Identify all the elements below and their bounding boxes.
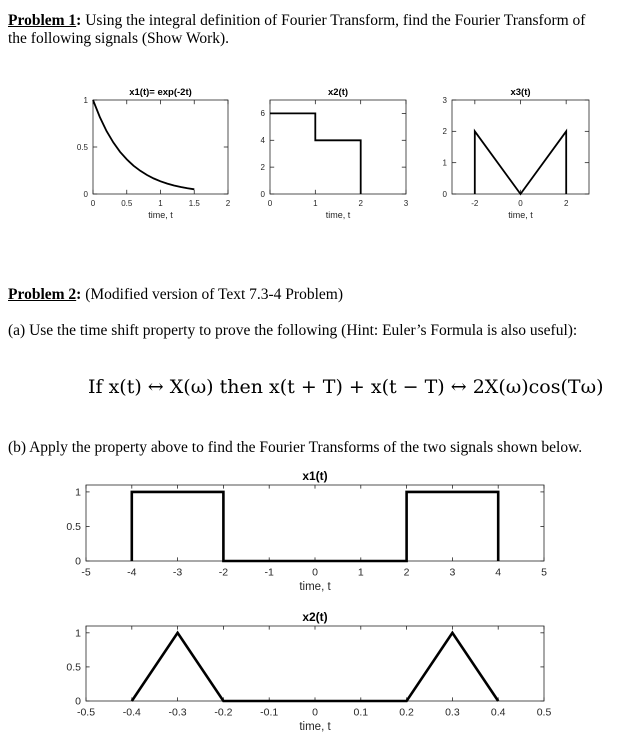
chart4-xtick-label: -3 [172, 566, 183, 579]
chart1-title: x1(t)= exp(-2t) [129, 87, 192, 98]
chart4-ytick-label: 0 [75, 555, 81, 568]
chart4-axes-box [86, 485, 544, 561]
chart5-xtick-label: 0.1 [353, 706, 369, 719]
chart5-title: x2(t) [302, 610, 328, 624]
chart3-series-x3 [475, 131, 566, 194]
chart5-xtick-label: -0.4 [122, 706, 141, 719]
chart4-xlabel: time, t [299, 581, 331, 593]
chart5-xtick-label: 0.3 [445, 706, 460, 719]
chart1-ytick-label: 1 [83, 95, 88, 105]
problem2-part-a: (a) Use the time shift property to prove the following (Hint: Euler’s Formula is also useful): [8, 322, 578, 339]
chart2-xtick-label: 2 [358, 199, 363, 208]
chart5-series-x2 [132, 633, 498, 701]
chart1-ytick-label: 0 [83, 189, 88, 199]
chart5-xtick-label: -0.3 [168, 706, 187, 719]
chart3-axes-box [452, 100, 589, 194]
chart5-xtick-label: 0.4 [490, 706, 506, 719]
chart5-xtick-label: -0.1 [260, 706, 279, 719]
chart2-xlabel: time, t [325, 210, 351, 220]
chart4-xtick-label: 0 [312, 566, 318, 579]
chart5-ytick-label: 0.5 [66, 661, 81, 674]
chart1-ytick-label: 0.5 [76, 142, 88, 152]
chart3-ytick-label: 0 [442, 189, 447, 199]
chart4-ytick-label: 0.5 [66, 521, 81, 534]
chart3-ytick-label: 1 [442, 158, 447, 168]
chart5-xtick-label: 0.2 [399, 706, 414, 719]
chart2-title: x2(t) [327, 87, 349, 98]
chart2-ytick-label: 4 [260, 136, 265, 146]
chart3-ytick-label: 3 [442, 95, 447, 105]
chart1-axes-box [93, 100, 228, 194]
chart1-xlabel: time, t [148, 210, 173, 220]
chart5-xlabel: time, t [299, 721, 331, 733]
chart3-xtick-label: 2 [563, 199, 569, 208]
chart2-ytick-label: 2 [260, 162, 265, 172]
chart4-xtick-label: -1 [264, 566, 274, 579]
chart5-xtick-label: 0 [312, 706, 318, 719]
chart1-xtick-label: 1.5 [188, 199, 200, 208]
chart2-xtick-label: 3 [403, 199, 409, 208]
chart4-ytick-label: 1 [75, 486, 81, 499]
chart1-series-x1 [93, 100, 194, 189]
problem2-part-b: (b) Apply the property above to find the Fourier Transforms of the two signals shown below. [8, 439, 583, 456]
problem2-label: Problem 2 [8, 286, 77, 303]
chart4-series-x1 [132, 492, 498, 561]
chart4-title: x1(t) [302, 469, 328, 483]
problem2-subtitle: (Modified version of Text 7.3-4 Problem) [85, 286, 343, 303]
problem1-line2: the following signals (Show Work). [8, 30, 230, 47]
chart3-xtick-label: 0 [518, 199, 523, 208]
chart4-xtick-label: 4 [495, 566, 502, 579]
chart4-xtick-label: 2 [403, 566, 410, 579]
chart5-ytick-label: 0 [75, 695, 81, 708]
chart1-xtick-label: 0 [90, 199, 96, 208]
chart1-xtick-label: 0.5 [121, 199, 133, 208]
chart4-xtick-label: -5 [81, 566, 91, 579]
chart4-xtick-label: -4 [127, 566, 137, 579]
chart5-xtick-label: 0.5 [536, 706, 552, 719]
chart2-xtick-label: 0 [267, 199, 273, 208]
chart4-xtick-label: 3 [449, 566, 456, 579]
chart2-xtick-label: 1 [313, 199, 318, 208]
chart3-xtick-label: -2 [471, 199, 479, 208]
chart5-ytick-label: 1 [75, 627, 81, 640]
chart3-ytick-label: 2 [442, 127, 447, 137]
chart5-xtick-label: -0.5 [76, 706, 96, 719]
chart5-xtick-label: -0.2 [214, 706, 233, 719]
chart4-xtick-label: -2 [218, 566, 229, 579]
chart1-xtick-label: 2 [225, 199, 231, 208]
problem2-colon: : [76, 286, 82, 303]
chart2-ytick-label: 6 [260, 109, 265, 119]
problem1-label: Problem 1 [8, 12, 77, 29]
chart3-title: x3(t) [510, 87, 531, 98]
problem1-line1: Using the integral definition of Fourier Transform, find the Fourier Transform of [85, 12, 586, 29]
chart4-xtick-label: 1 [357, 566, 364, 579]
problem1-colon: : [76, 12, 82, 29]
chart1-xtick-label: 1 [158, 199, 163, 208]
chart4-xtick-label: 5 [541, 566, 547, 579]
chart2-series-x2 [270, 113, 361, 194]
chart5-axes-box [86, 626, 544, 701]
chart2-ytick-label: 0 [260, 189, 265, 199]
time-shift-equation: If x(t) ↔ X(ω) then x(t + T) + x(t − T) ↔ 2X(ω)cos(Tω) [88, 376, 604, 398]
chart3-xlabel: time, t [508, 210, 533, 220]
